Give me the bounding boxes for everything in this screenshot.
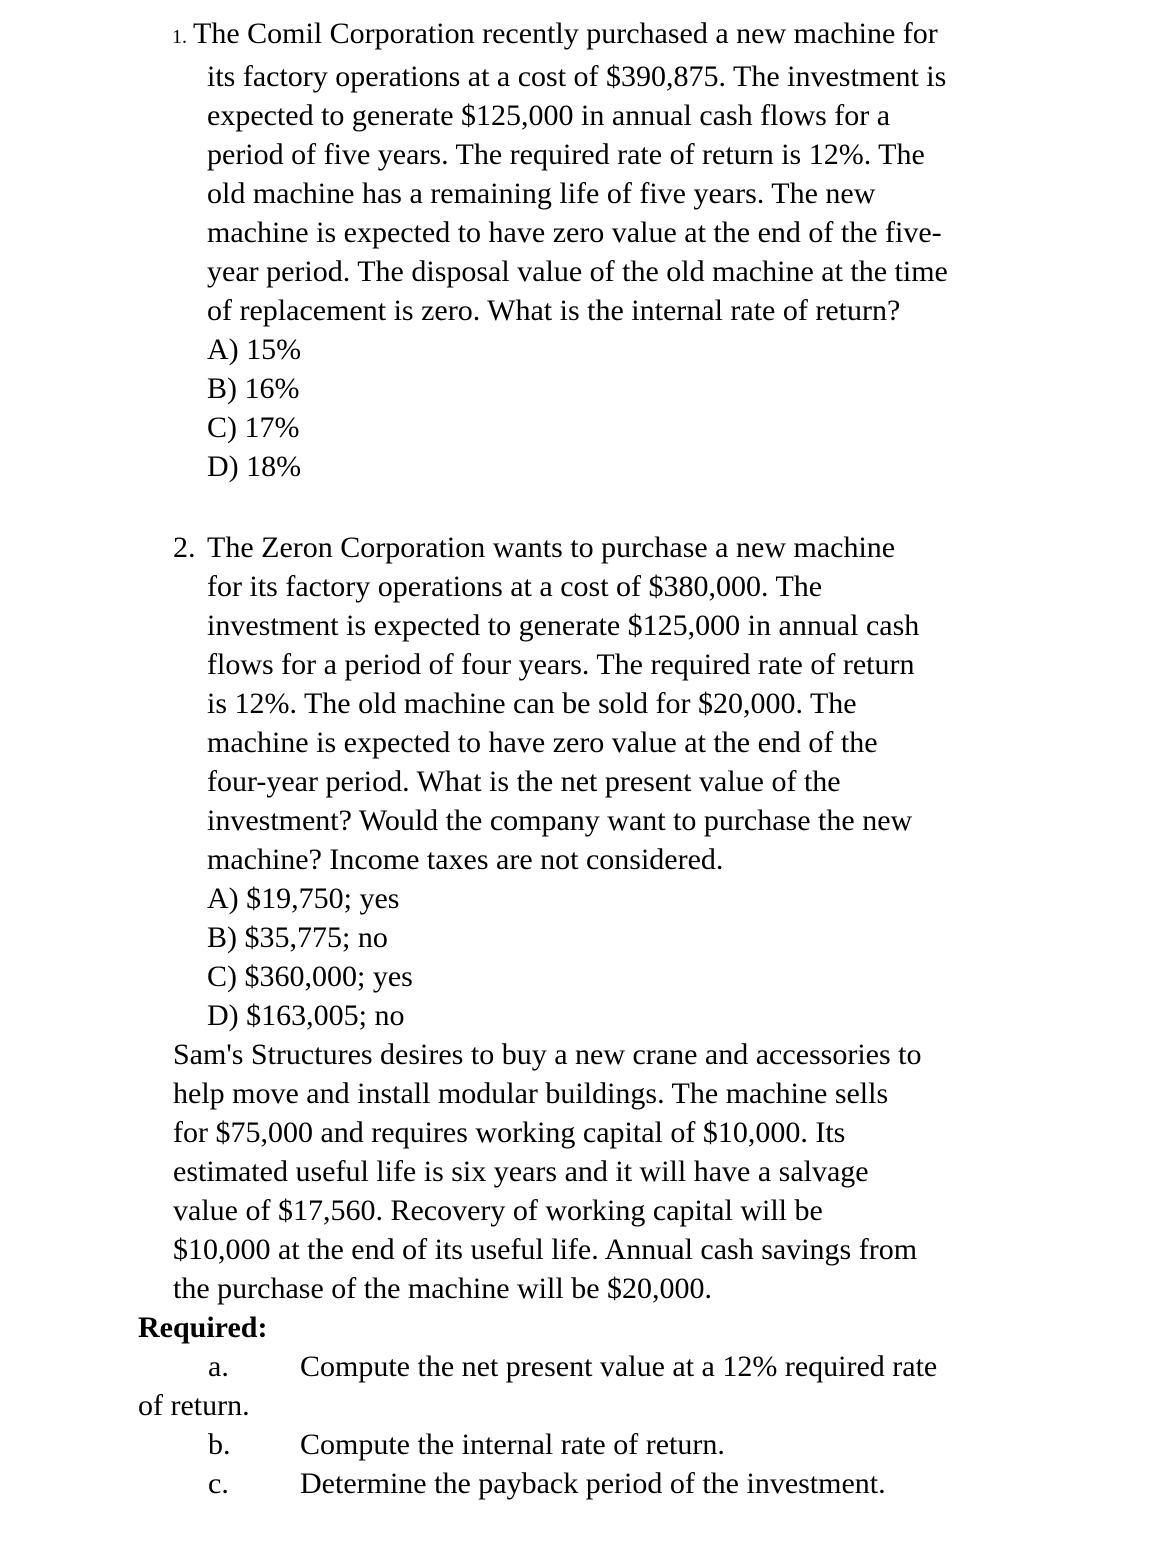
- question-2-text-line: machine is expected to have zero value at the end of the: [207, 726, 878, 759]
- question-1-text-line: expected to generate $125,000 in annual cash flows for a: [207, 99, 891, 132]
- question-2-text-line: four-year period. What is the net present value of the: [207, 765, 841, 798]
- required-item-c-marker: c.: [208, 1467, 229, 1500]
- sams-problem-text-line: Sam's Structures desires to buy a new crane and accessories to: [173, 1038, 922, 1071]
- required-item-c: [208, 1464, 1170, 1503]
- required-item-a-marker: a.: [208, 1350, 229, 1383]
- question-2-option-d: D) $163,005; no: [207, 999, 405, 1032]
- sams-problem-text-line: help move and install modular buildings. The machine sells: [173, 1077, 889, 1110]
- question-1-option-d: D) 18%: [207, 450, 302, 483]
- required-item-b: [208, 1425, 1170, 1464]
- sams-problem-text-line: estimated useful life is six years and it will have a salvage: [173, 1155, 869, 1188]
- question-2-option-c: C) $360,000; yes: [207, 960, 413, 993]
- question-2-text-line: is 12%. The old machine can be sold for $20,000. The: [207, 687, 857, 720]
- question-1-text-line: The Comil Corporation recently purchased a new machine for: [193, 17, 938, 50]
- required-heading: Required:: [138, 1311, 268, 1344]
- question-1-text-line: period of five years. The required rate of return is 12%. The: [207, 138, 925, 171]
- question-1-text-line: of replacement is zero. What is the internal rate of return?: [207, 294, 901, 327]
- required-item-a-wrap: of return.: [138, 1389, 250, 1422]
- sams-problem-text-line: $10,000 at the end of its useful life. Annual cash savings from: [173, 1233, 918, 1266]
- question-2-number: 2.: [173, 531, 196, 564]
- sams-problem-text-line: value of $17,560. Recovery of working capital will be: [173, 1194, 823, 1227]
- question-2-text-line: investment is expected to generate $125,000 in annual cash: [207, 609, 920, 642]
- question-1-option-a: A) 15%: [207, 333, 302, 366]
- required-item-c-text: Determine the payback period of the investment.: [300, 1467, 886, 1500]
- question-1-option-c: C) 17%: [207, 411, 300, 444]
- question-1-first-line: [172, 14, 1170, 57]
- question-1-text-line: its factory operations at a cost of $390,875. The investment is: [207, 60, 947, 93]
- question-1-text-line: old machine has a remaining life of five years. The new: [207, 177, 876, 210]
- required-section: [0, 1308, 1170, 1503]
- sams-structures-problem: [0, 1035, 1170, 1308]
- question-1: [0, 14, 1170, 486]
- sams-problem-text-line: for $75,000 and requires working capital of $10,000. Its: [173, 1116, 846, 1149]
- question-2-text-line: investment? Would the company want to purchase the new: [207, 804, 913, 837]
- question-2-option-a: A) $19,750; yes: [207, 882, 400, 915]
- blank-line: [0, 486, 1170, 528]
- question-2-text-line: The Zeron Corporation wants to purchase a new machine: [207, 531, 896, 564]
- required-item-b-text: Compute the internal rate of return.: [300, 1428, 725, 1461]
- question-1-number: 1.: [172, 26, 187, 48]
- question-2-text-line: for its factory operations at a cost of $380,000. The: [207, 570, 823, 603]
- question-2-text-line: flows for a period of four years. The required rate of return: [207, 648, 915, 681]
- question-2-first-line: [173, 528, 1170, 567]
- required-item-a-text: Compute the net present value at a 12% required rate: [300, 1350, 938, 1383]
- required-item-a: [208, 1347, 1170, 1386]
- question-1-text-line: machine is expected to have zero value at the end of the five-: [207, 216, 942, 249]
- question-2-text-line: machine? Income taxes are not considered.: [207, 843, 724, 876]
- sams-problem-text-line: the purchase of the machine will be $20,000.: [173, 1272, 713, 1305]
- required-item-b-marker: b.: [208, 1428, 231, 1461]
- question-2: [0, 528, 1170, 1035]
- question-1-option-b: B) 16%: [207, 372, 300, 405]
- question-1-text-line: year period. The disposal value of the old machine at the time: [207, 255, 948, 288]
- question-2-option-b: B) $35,775; no: [207, 921, 388, 954]
